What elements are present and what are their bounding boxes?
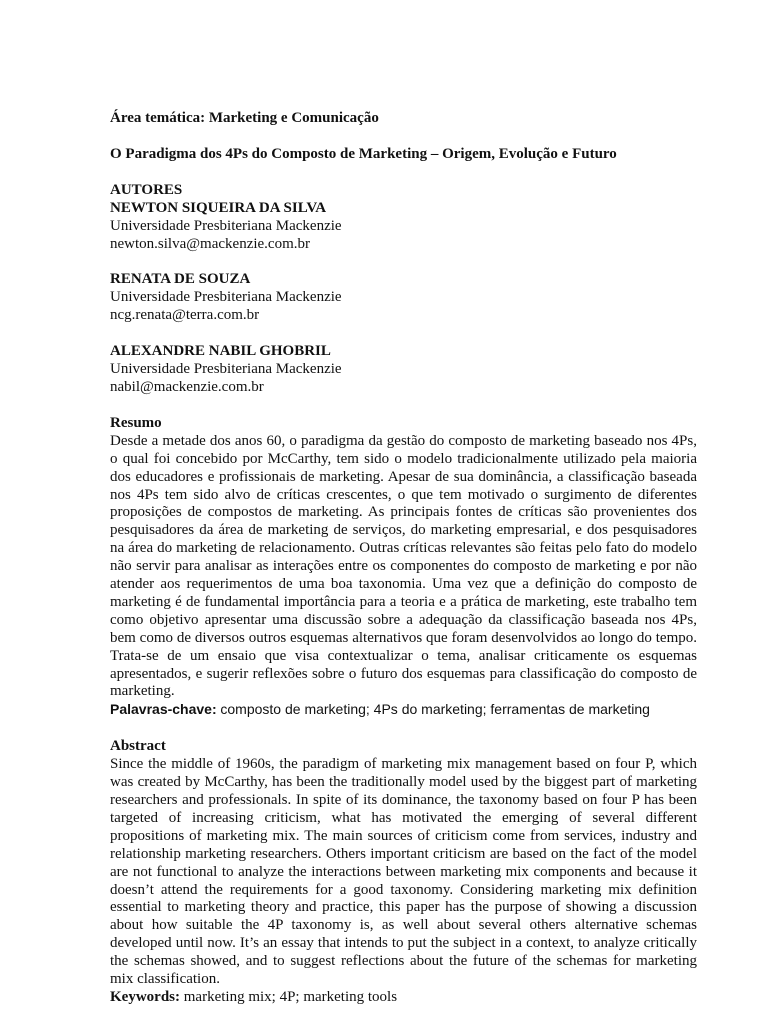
abstract-section: [110, 738, 697, 1007]
resumo-heading: Resumo: [110, 414, 162, 431]
author-email: nabil@mackenzie.com.br: [110, 378, 264, 395]
author-name: NEWTON SIQUEIRA DA SILVA: [110, 199, 327, 216]
keywords-text: composto de marketing; 4Ps do marketing; ferramentas de marketing: [220, 701, 650, 718]
paper-page: [110, 110, 697, 1007]
thematic-area: Área temática: Marketing e Comunicação: [110, 110, 379, 126]
abstract-body: Since the middle of 1960s, the paradigm of marketing mix management based on four P, which was created by McCarthy, has been the traditionally model used by the biggest part of marketing researchers and professionals. In spite of its dominance, the taxonomy based on four P has been targeted of increasing criticism, what has motivated the emerging of several different propositions of marketing mix. The main sources of criticism come from services, industry and relationship marketing researchers. Others important criticism are based on the fact of the model are not functional to analyze the interactions between marketing mix components and because it doesn’t attend the requirements for a good taxonomy. Considering marketing mix definition essential to marketing theory and practice, this paper has the purpose of showing a discussion about how suitable the 4P taxonomy is, as well about several others alternative schemas developed until now. It’s an essay that intends to put the subject in a context, to analyze critically the schemas showed, and to suggest reflections about the future of the schemas for marketing mix classification.: [110, 756, 697, 988]
resumo-body: Desde a metade dos anos 60, o paradigma da gestão do composto de marketing baseado nos 4Ps, o qual foi concebido por McCarthy, tem sido o modelo tradicionalmente utilizado pela maioria dos educadores e profissionais de marketing. Apesar de sua dominância, a classificação baseada nos 4Ps tem sido alvo de críticas crescentes, o que tem motivado o surgimento de diferentes proposições de compostos de marketing. As principais fontes de críticas são provenientes dos pesquisadores da área de marketing de serviços, do marketing empresarial, e dos pesquisadores na área do marketing de relacionamento. Outras críticas relevantes são feitas pelo fato do modelo não servir para analisar as interações entre os componentes do composto de marketing e por não atender aos requerimentos de uma boa taxonomia. Uma vez que a definição do composto de marketing é de fundamental importância para a teoria e a prática de marketing, este trabalho tem como objetivo apresentar uma discussão sobre a adequação da classificação baseada nos 4Ps, bem como de diversos outros esquemas alternativos que foram desenvolvidos ao longo do tempo. Trata-se de um ensaio que visa contextualizar o tema, analisar criticamente os esquemas apresentados, e sugerir reflexões sobre o futuro dos esquemas para classificação do composto de marketing.: [110, 432, 697, 700]
author-institution: Universidade Presbiteriana Mackenzie: [110, 361, 342, 378]
author-block: [110, 200, 697, 254]
author-institution: Universidade Presbiteriana Mackenzie: [110, 217, 342, 234]
paper-title: O Paradigma dos 4Ps do Composto de Marketing – Origem, Evolução e Futuro: [110, 145, 617, 162]
abstract-heading: Abstract: [110, 738, 166, 755]
authors-heading: AUTORES: [110, 181, 183, 198]
abstract-keywords: [110, 989, 697, 1007]
keywords-text: marketing mix; 4P; marketing tools: [183, 988, 398, 1005]
keywords-label: Palavras-chave:: [110, 701, 217, 718]
author-block: [110, 343, 697, 397]
author-email: newton.silva@mackenzie.com.br: [110, 235, 310, 252]
author-name: ALEXANDRE NABIL GHOBRIL: [110, 343, 331, 360]
author-name: RENATA DE SOUZA: [110, 271, 251, 288]
resumo-section: [110, 415, 697, 720]
author-institution: Universidade Presbiteriana Mackenzie: [110, 289, 342, 306]
author-block: [110, 271, 697, 325]
resumo-keywords: [110, 701, 697, 720]
author-email: ncg.renata@terra.com.br: [110, 307, 260, 324]
keywords-label: Keywords:: [110, 988, 180, 1005]
